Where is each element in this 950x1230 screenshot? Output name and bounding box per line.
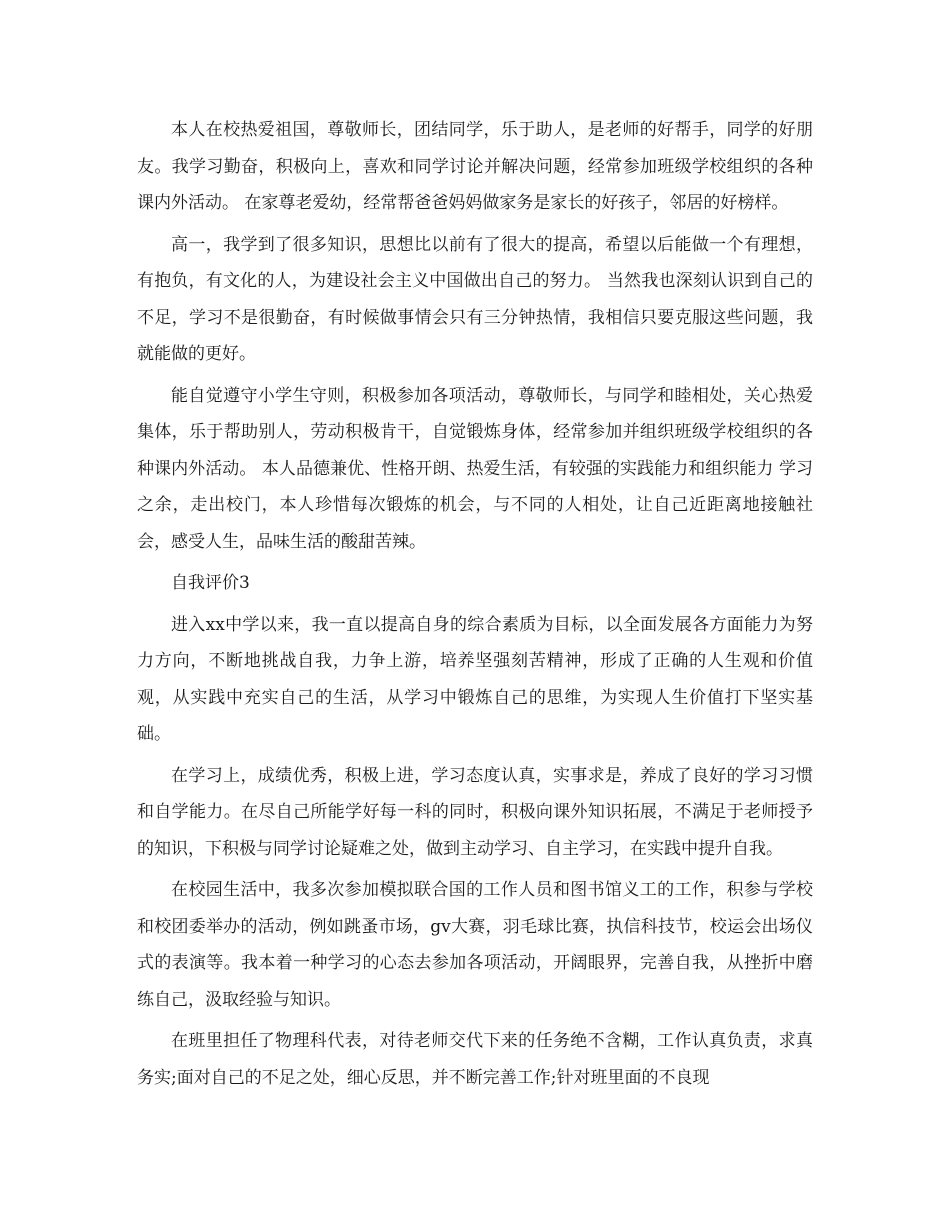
section-heading: 自我评价3 [171,573,250,593]
paragraph-1: 本人在校热爱祖国，尊敬师长，团结同学，乐于助人，是老师的好帮手，同学的好朋友。我学习勤奋，积极向上，喜欢和同学讨论并解决问题，经常参加班级学校组织的各种课内外活动。 在家尊老爱幼，经常帮爸爸妈妈做家务是家长的好孩子，邻居的好榜样。 [137,120,813,213]
paragraph-2: 高一，我学到了很多知识，思想比以前有了很大的提高，希望以后能做一个有理想，有抱负，有文化的人，为建设社会主义中国做出自己的努力。 当然我也深刻认识到自己的不足，学习不是很勤奋，有时候做事情会只有三分钟热情，我相信只要克服这些问题，我就能做的更好。 [137,234,813,364]
paragraph-6: 在校园生活中，我多次参加模拟联合国的工作人员和图书馆义工的工作，积参与学校和校团委举办的活动，例如跳蚤市场，gv大赛，羽毛球比赛，执信科技节，校运会出场仪式的表演等。我本着一种学习的心态去参加各项活动，开阔眼界，完善自我，从挫折中磨练自己，汲取经验与知识。 [137,880,813,1010]
paragraph-3: 能自觉遵守小学生守则，积极参加各项活动，尊敬师长，与同学和睦相处，关心热爱集体，乐于帮助别人，劳动积极肯干，自觉锻炼身体，经常参加并组织班级学校组织的各种课内外活动。 本人品德兼优、性格开朗、热爱生活，有较强的实践能力和组织能力 学习之余，走出校门，本人珍惜每次锻炼的机会，与不同的人相处，让自己近距离地接触社会，感受人生，品味生活的酸甜苦辣。 [137,385,813,552]
paragraph-5: 在学习上，成绩优秀，积极上进，学习态度认真，实事求是，养成了良好的学习习惯和自学能力。在尽自己所能学好每一科的同时，积极向课外知识拓展，不满足于老师授予的知识，下积极与同学讨论疑难之处，做到主动学习、自主学习，在实践中提升自我。 [137,765,813,859]
paragraph-4: 进入xx中学以来，我一直以提高自身的综合素质为目标，以全面发展各方面能力为努力方向，不断地挑战自我，力争上游，培养坚强刻苦精神，形成了正确的人生观和价值观，从实践中充实自己的生活，从学习中锻炼自己的思维，为实现人生价值打下坚实基础。 [137,614,813,744]
paragraph-7: 在班里担任了物理科代表，对待老师交代下来的任务绝不含糊，工作认真负责，求真务实;面对自己的不足之处，细心反思，并不断完善工作;针对班里面的不良现 [137,1031,813,1088]
document-body [137,112,813,1101]
